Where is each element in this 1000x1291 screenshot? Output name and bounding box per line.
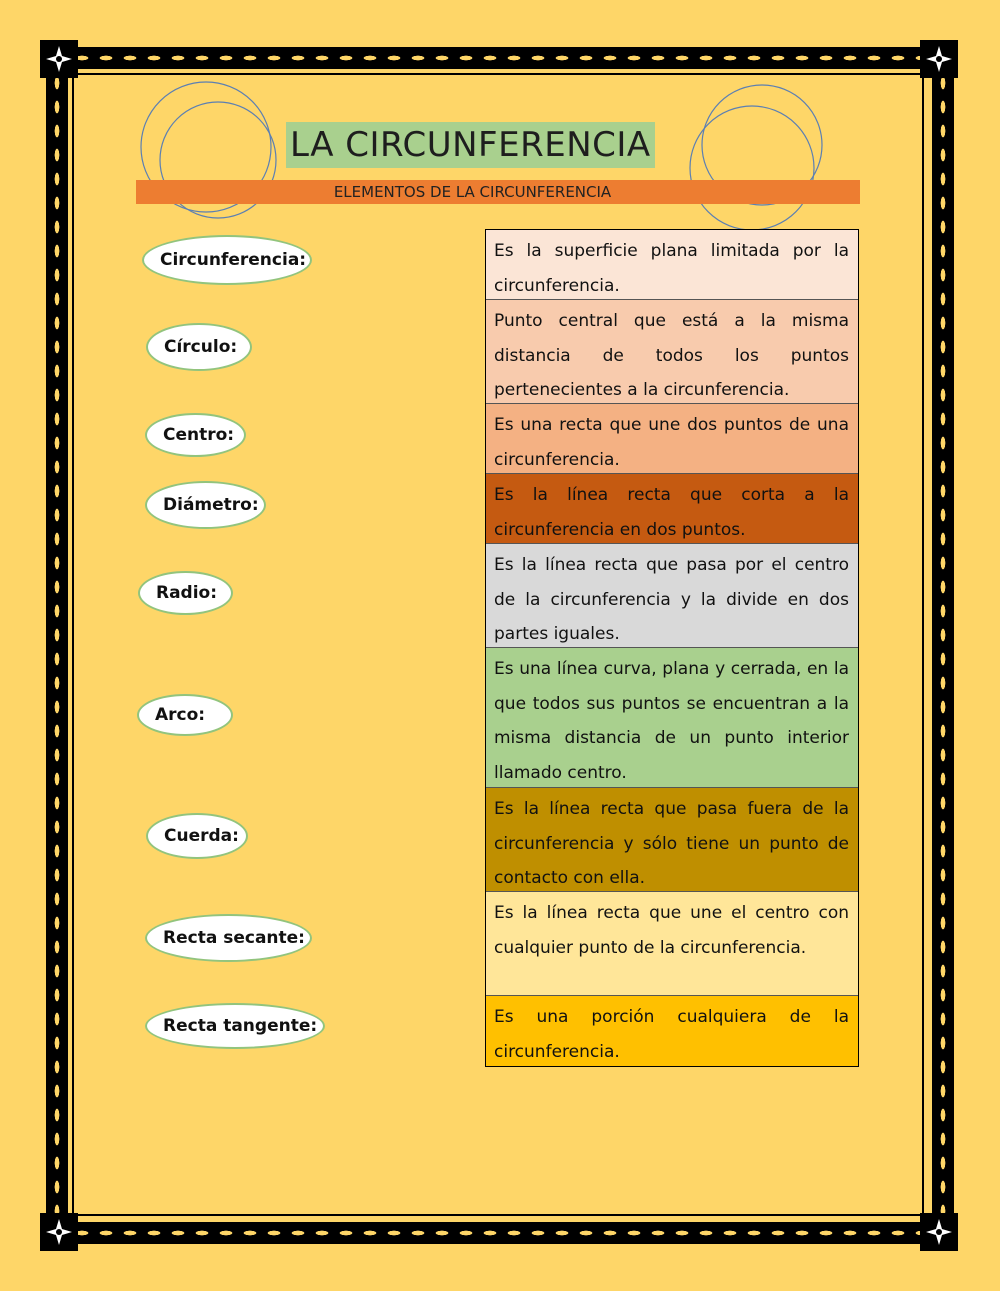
corner-ornament-icon [40,1213,78,1251]
definition-cell[interactable]: Es la línea recta que une el centro con cualquier punto de la circunferencia. [486,892,858,996]
definition-cell[interactable]: Es una porción cualquiera de la circunferencia. [486,996,858,1066]
definition-cell[interactable]: Es la superficie plana limitada por la circunferencia. [486,230,858,300]
term-radio[interactable]: Radio: [138,571,233,615]
term-centro[interactable]: Centro: [145,413,246,457]
term-recta-tangente[interactable]: Recta tangente: [145,1003,325,1049]
page-subtitle: ELEMENTOS DE LA CIRCUNFERENCIA [333,183,612,201]
definition-cell[interactable]: Punto central que está a la misma distancia de todos los puntos pertenecientes a la circunferencia. [486,300,858,404]
term-circulo[interactable]: Círculo: [146,323,252,371]
definition-cell[interactable]: Es la línea recta que corta a la circunferencia en dos puntos. [486,474,858,544]
definition-cell[interactable]: Es una recta que une dos puntos de una circunferencia. [486,404,858,474]
definition-cell[interactable]: Es la línea recta que pasa por el centro de la circunferencia y la divide en dos partes iguales. [486,544,858,648]
definitions-table [485,229,859,1067]
corner-ornament-icon [920,1213,958,1251]
page-title: LA CIRCUNFERENCIA [286,122,655,168]
term-arco[interactable]: Arco: [137,694,233,736]
term-recta-secante[interactable]: Recta secante: [145,914,312,962]
frame-border-bottom [46,1222,954,1244]
term-circunferencia[interactable]: Circunferencia: [142,235,312,285]
term-cuerda[interactable]: Cuerda: [146,813,248,859]
definition-cell[interactable]: Es la línea recta que pasa fuera de la circunferencia y sólo tiene un punto de contacto con ella. [486,788,858,892]
term-diametro[interactable]: Diámetro: [145,481,266,529]
definition-cell[interactable]: Es una línea curva, plana y cerrada, en la que todos sus puntos se encuentran a la misma distancia de un punto interior llamado centro. [486,648,858,788]
